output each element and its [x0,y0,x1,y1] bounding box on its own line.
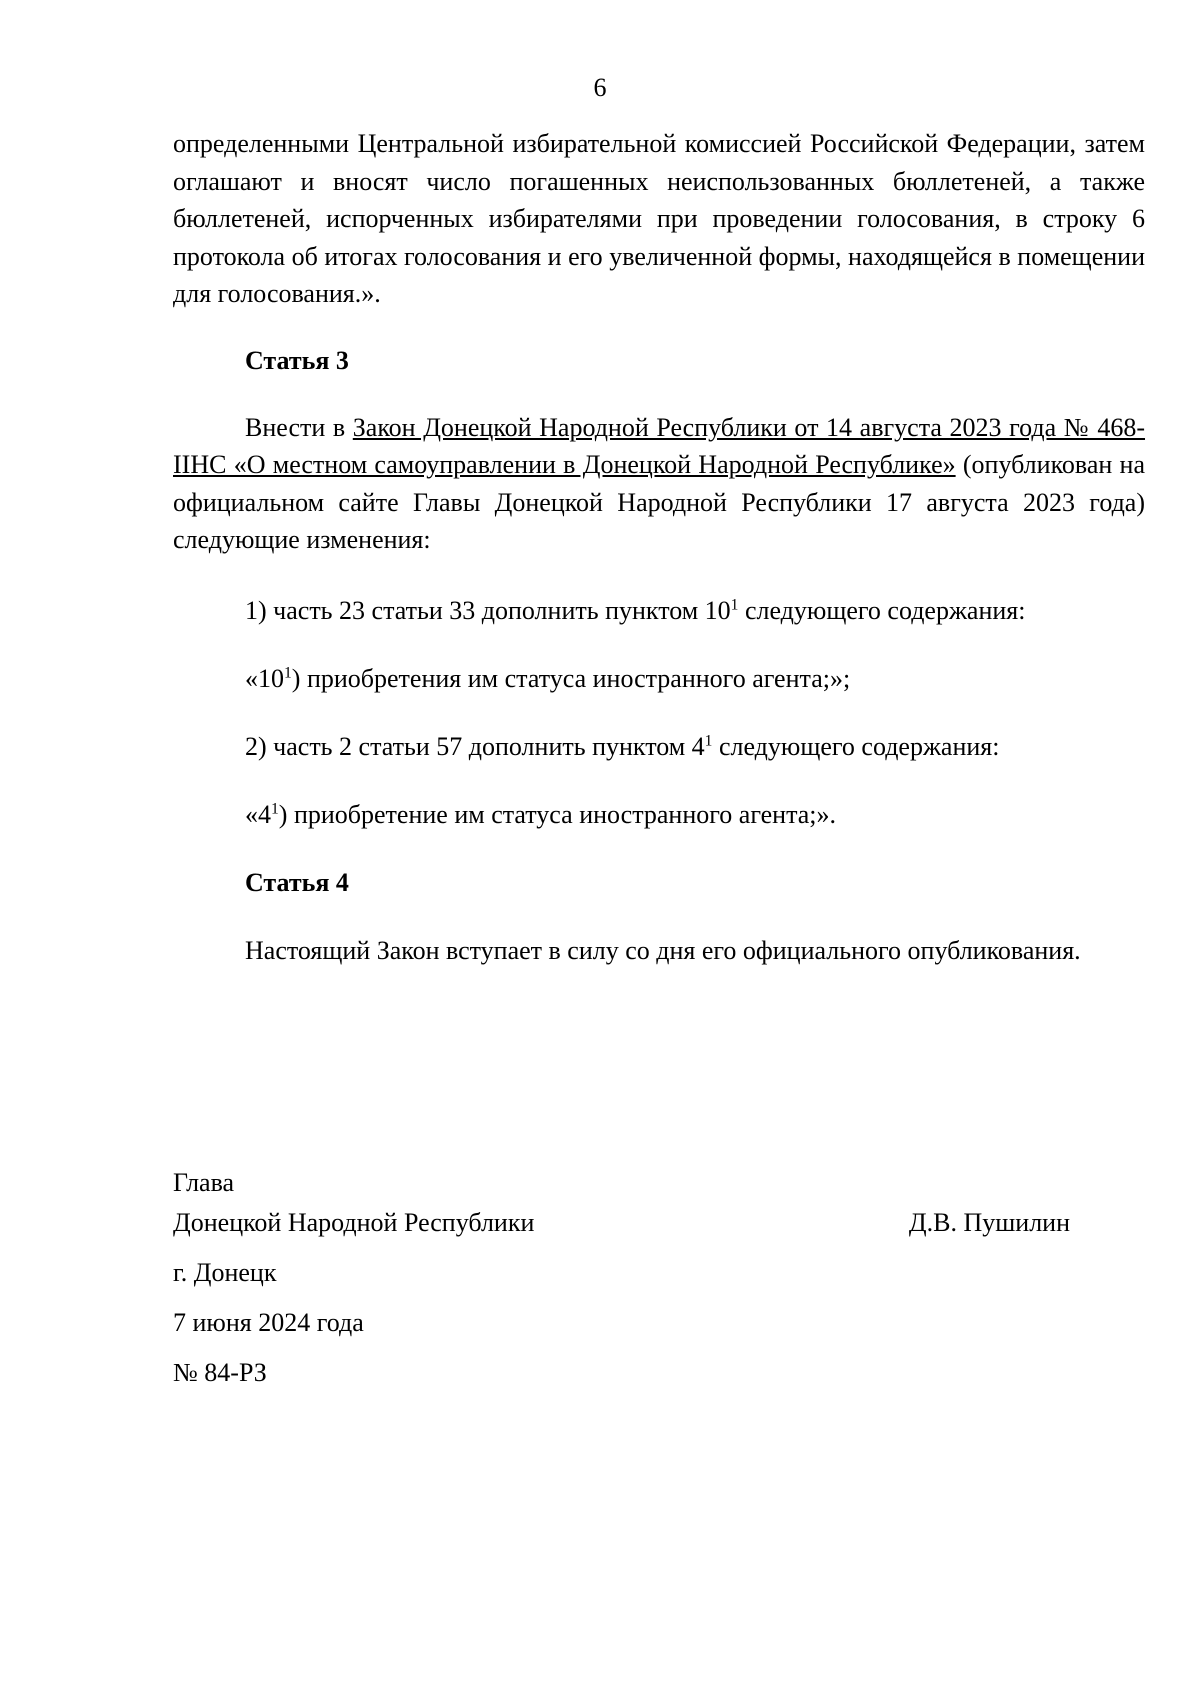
article-3-heading: Статья 3 [245,345,349,375]
law-number: № 84-РЗ [173,1358,267,1387]
amendment-item-2-text-sup: 1 [271,799,279,817]
amendment-item-2 [173,729,1145,765]
amendment-item-2-sup: 1 [704,731,713,749]
amendment-item-2-text-prefix: «4 [245,799,271,829]
article-3-intro-prefix: Внести в [245,412,353,442]
amendment-item-2-prefix: 2) часть 2 статьи 57 дополнить пунктом 4 [245,731,705,761]
amendment-item-1-text-prefix: «10 [245,663,284,693]
signature-title-line-2: Донецкой Народной Республики [173,1208,535,1237]
amendment-item-1 [173,593,1145,629]
article-4-paragraph: Настоящий Закон вступает в силу со дня его официального опубликования. [245,935,1081,965]
amendment-item-1-sup: 1 [730,595,739,613]
intro-paragraph: определенными Центральной избирательной комиссией Российской Федерации, затем оглашают и вносят число погашенных неиспользованных бюллетеней, а также бюллетеней, испорченных избирателями при проведении голосования, в строку 6 протокола об итогах голосования и его увеличенной формы, находящейся в помещении для голосования.». [173,129,1145,308]
amendment-item-2-text-suffix: ) приобретение им статуса иностранного агента;». [278,799,837,829]
article-3-intro-paragraph [173,409,1145,559]
signature-city: г. Донецк [173,1258,277,1287]
signature-row [173,1203,1145,1243]
signatory-name: Д.В. Пушилин [908,1208,1070,1237]
article-3-intro-suffix: (опубликован на официальном сайте Главы Донецкой Народной Республики 17 августа 2023 года) следующие изменения: [173,450,1145,554]
amendment-item-1-suffix: следующего содержания: [738,595,1026,625]
article-4-heading: Статья 4 [245,867,349,897]
amendment-item-1-text-suffix: ) приобретения им статуса иностранного агента;»; [291,663,851,693]
amendment-item-1-prefix: 1) часть 23 статьи 33 дополнить пунктом 10 [245,595,731,625]
amendment-item-1-text [173,661,1145,697]
signature-title-line-1: Глава [173,1168,235,1197]
document-body [173,125,1145,969]
page-number: 6 [593,73,607,102]
signature-block [173,1163,1145,1393]
amendment-item-2-text [173,797,1145,833]
law-reference-link[interactable]: Закон Донецкой Народной Республики от 14 августа 2023 года № 468-IIНС «О местном самоуправлении в Донецкой Народной Республике» [173,412,1146,479]
amendment-item-1-text-sup: 1 [284,663,292,681]
amendment-item-2-suffix: следующего содержания: [712,731,1000,761]
signature-date: 7 июня 2024 года [173,1308,364,1337]
